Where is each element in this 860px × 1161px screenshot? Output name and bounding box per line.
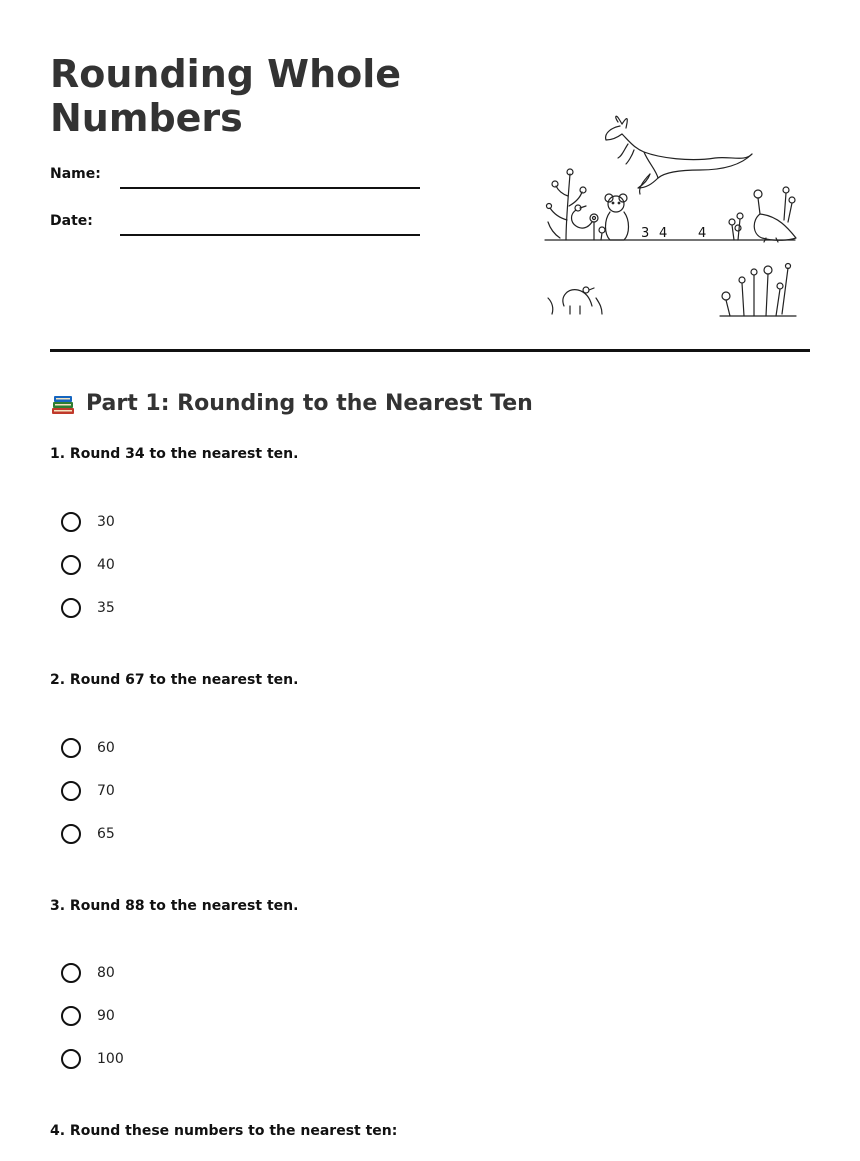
question-1: 1. Round 34 to the nearest ten. (50, 446, 299, 462)
option-label: 40 (97, 557, 115, 573)
books-icon (50, 392, 76, 416)
question-1-option-1[interactable] (60, 509, 115, 535)
option-label: 70 (97, 783, 115, 799)
radio-button[interactable] (61, 781, 81, 801)
koala-icon (605, 194, 629, 240)
radio-button[interactable] (61, 824, 81, 844)
question-2: 2. Round 67 to the nearest ten. (50, 672, 299, 688)
question-1-option-3[interactable] (60, 595, 115, 621)
bird-icon (572, 205, 593, 228)
section-divider (50, 349, 810, 352)
question-4: 4. Round these numbers to the nearest ten: (50, 1123, 398, 1139)
part-1-heading-text: Part 1: Rounding to the Nearest Ten (86, 391, 533, 416)
radio-button[interactable] (61, 598, 81, 618)
illustration-label: 3 (641, 226, 650, 241)
option-label: 60 (97, 740, 115, 756)
question-2-option-2[interactable] (60, 778, 115, 804)
worksheet-title: Rounding Whole Numbers (50, 52, 402, 140)
kangaroo-icon (606, 116, 752, 194)
radio-button[interactable] (61, 963, 81, 983)
radio-button[interactable] (61, 555, 81, 575)
wildflowers-icon (720, 264, 796, 317)
date-label: Date: (50, 213, 93, 229)
flowers-left-icon (547, 169, 587, 240)
kangaroo-scene-illustration (540, 110, 805, 325)
flowers-middle-icon (590, 214, 605, 240)
question-3-option-2[interactable] (60, 1003, 115, 1029)
name-label: Name: (50, 166, 101, 182)
question-2-option-1[interactable] (60, 735, 115, 761)
radio-button[interactable] (61, 738, 81, 758)
option-label: 30 (97, 514, 115, 530)
option-label: 65 (97, 826, 115, 842)
radio-button[interactable] (61, 512, 81, 532)
radio-button[interactable] (61, 1049, 81, 1069)
question-2-option-3[interactable] (60, 821, 115, 847)
option-label: 90 (97, 1008, 115, 1024)
name-field[interactable] (120, 187, 420, 189)
option-label: 80 (97, 965, 115, 981)
option-label: 100 (97, 1051, 124, 1067)
option-label: 35 (97, 600, 115, 616)
date-field[interactable] (120, 234, 420, 236)
part-1-heading (50, 389, 533, 419)
quail-icon (548, 287, 602, 314)
question-3-option-3[interactable] (60, 1046, 124, 1072)
question-3: 3. Round 88 to the nearest ten. (50, 898, 299, 914)
illustration-label: 4 (698, 226, 707, 241)
question-1-option-2[interactable] (60, 552, 115, 578)
question-3-option-1[interactable] (60, 960, 115, 986)
illustration-label: 4 (659, 226, 668, 241)
radio-button[interactable] (61, 1006, 81, 1026)
